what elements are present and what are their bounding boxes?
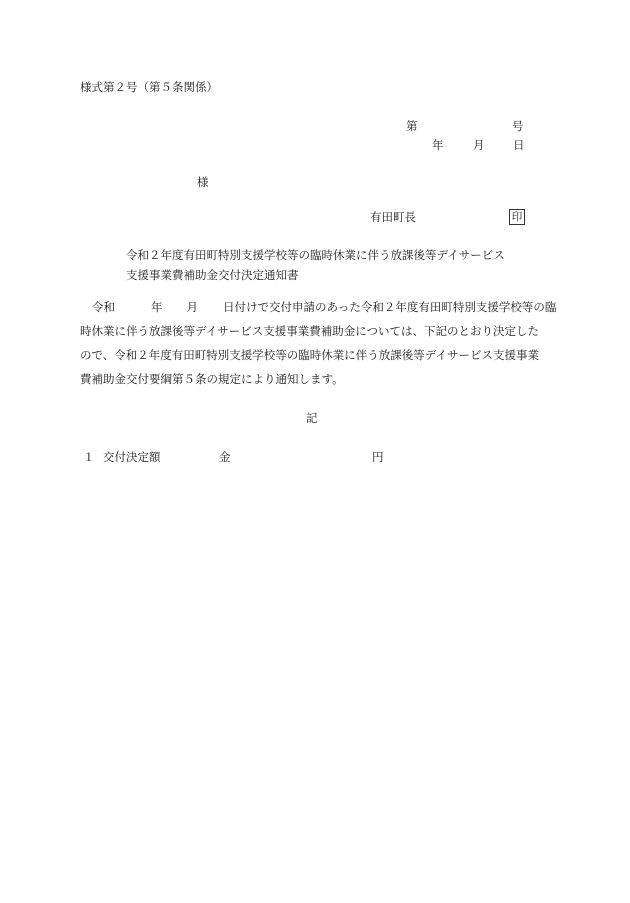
body-line-1-text: 日付けで交付申請のあった令和２年度有田町特別支援学校等の臨 — [223, 300, 557, 314]
issuer-name: 有田町長 — [370, 210, 416, 224]
item-label: 交付決定額 — [103, 450, 161, 464]
body-era: 令和 — [92, 300, 115, 314]
body-line-3: ので、令和２年度有田町特別支援学校等の臨時休業に伴う放課後等デイサービス支援事業 — [80, 348, 539, 362]
document-title-line-1: 令和２年度有田町特別支援学校等の臨時休業に伴う放課後等デイサービス — [126, 248, 505, 262]
document-number-prefix: 第 — [406, 119, 418, 133]
body-line-1 — [92, 302, 556, 314]
form-number: 様式第２号（第５条関係） — [80, 80, 218, 94]
seal-stamp: 印 — [509, 209, 525, 225]
body-year: 年 — [151, 300, 163, 314]
date-month: 月 — [473, 138, 485, 152]
body-month: 月 — [186, 300, 198, 314]
document-number-suffix: 号 — [512, 119, 524, 133]
addressee-honorific: 様 — [197, 175, 209, 189]
document-title-line-2: 支援事業費補助金交付決定通知書 — [126, 268, 299, 282]
item-amount-unit: 円 — [372, 450, 384, 464]
item-number: １ — [83, 450, 95, 464]
ki-heading: 記 — [306, 411, 318, 425]
body-line-4: 費補助金交付要綱第５条の規定により通知します。 — [80, 372, 344, 386]
body-line-2: 時休業に伴う放課後等デイサービス支援事業費補助金については、下記のとおり決定した — [80, 324, 539, 338]
date-year: 年 — [432, 138, 444, 152]
date-day: 日 — [513, 138, 525, 152]
item-amount-prefix: 金 — [219, 450, 231, 464]
